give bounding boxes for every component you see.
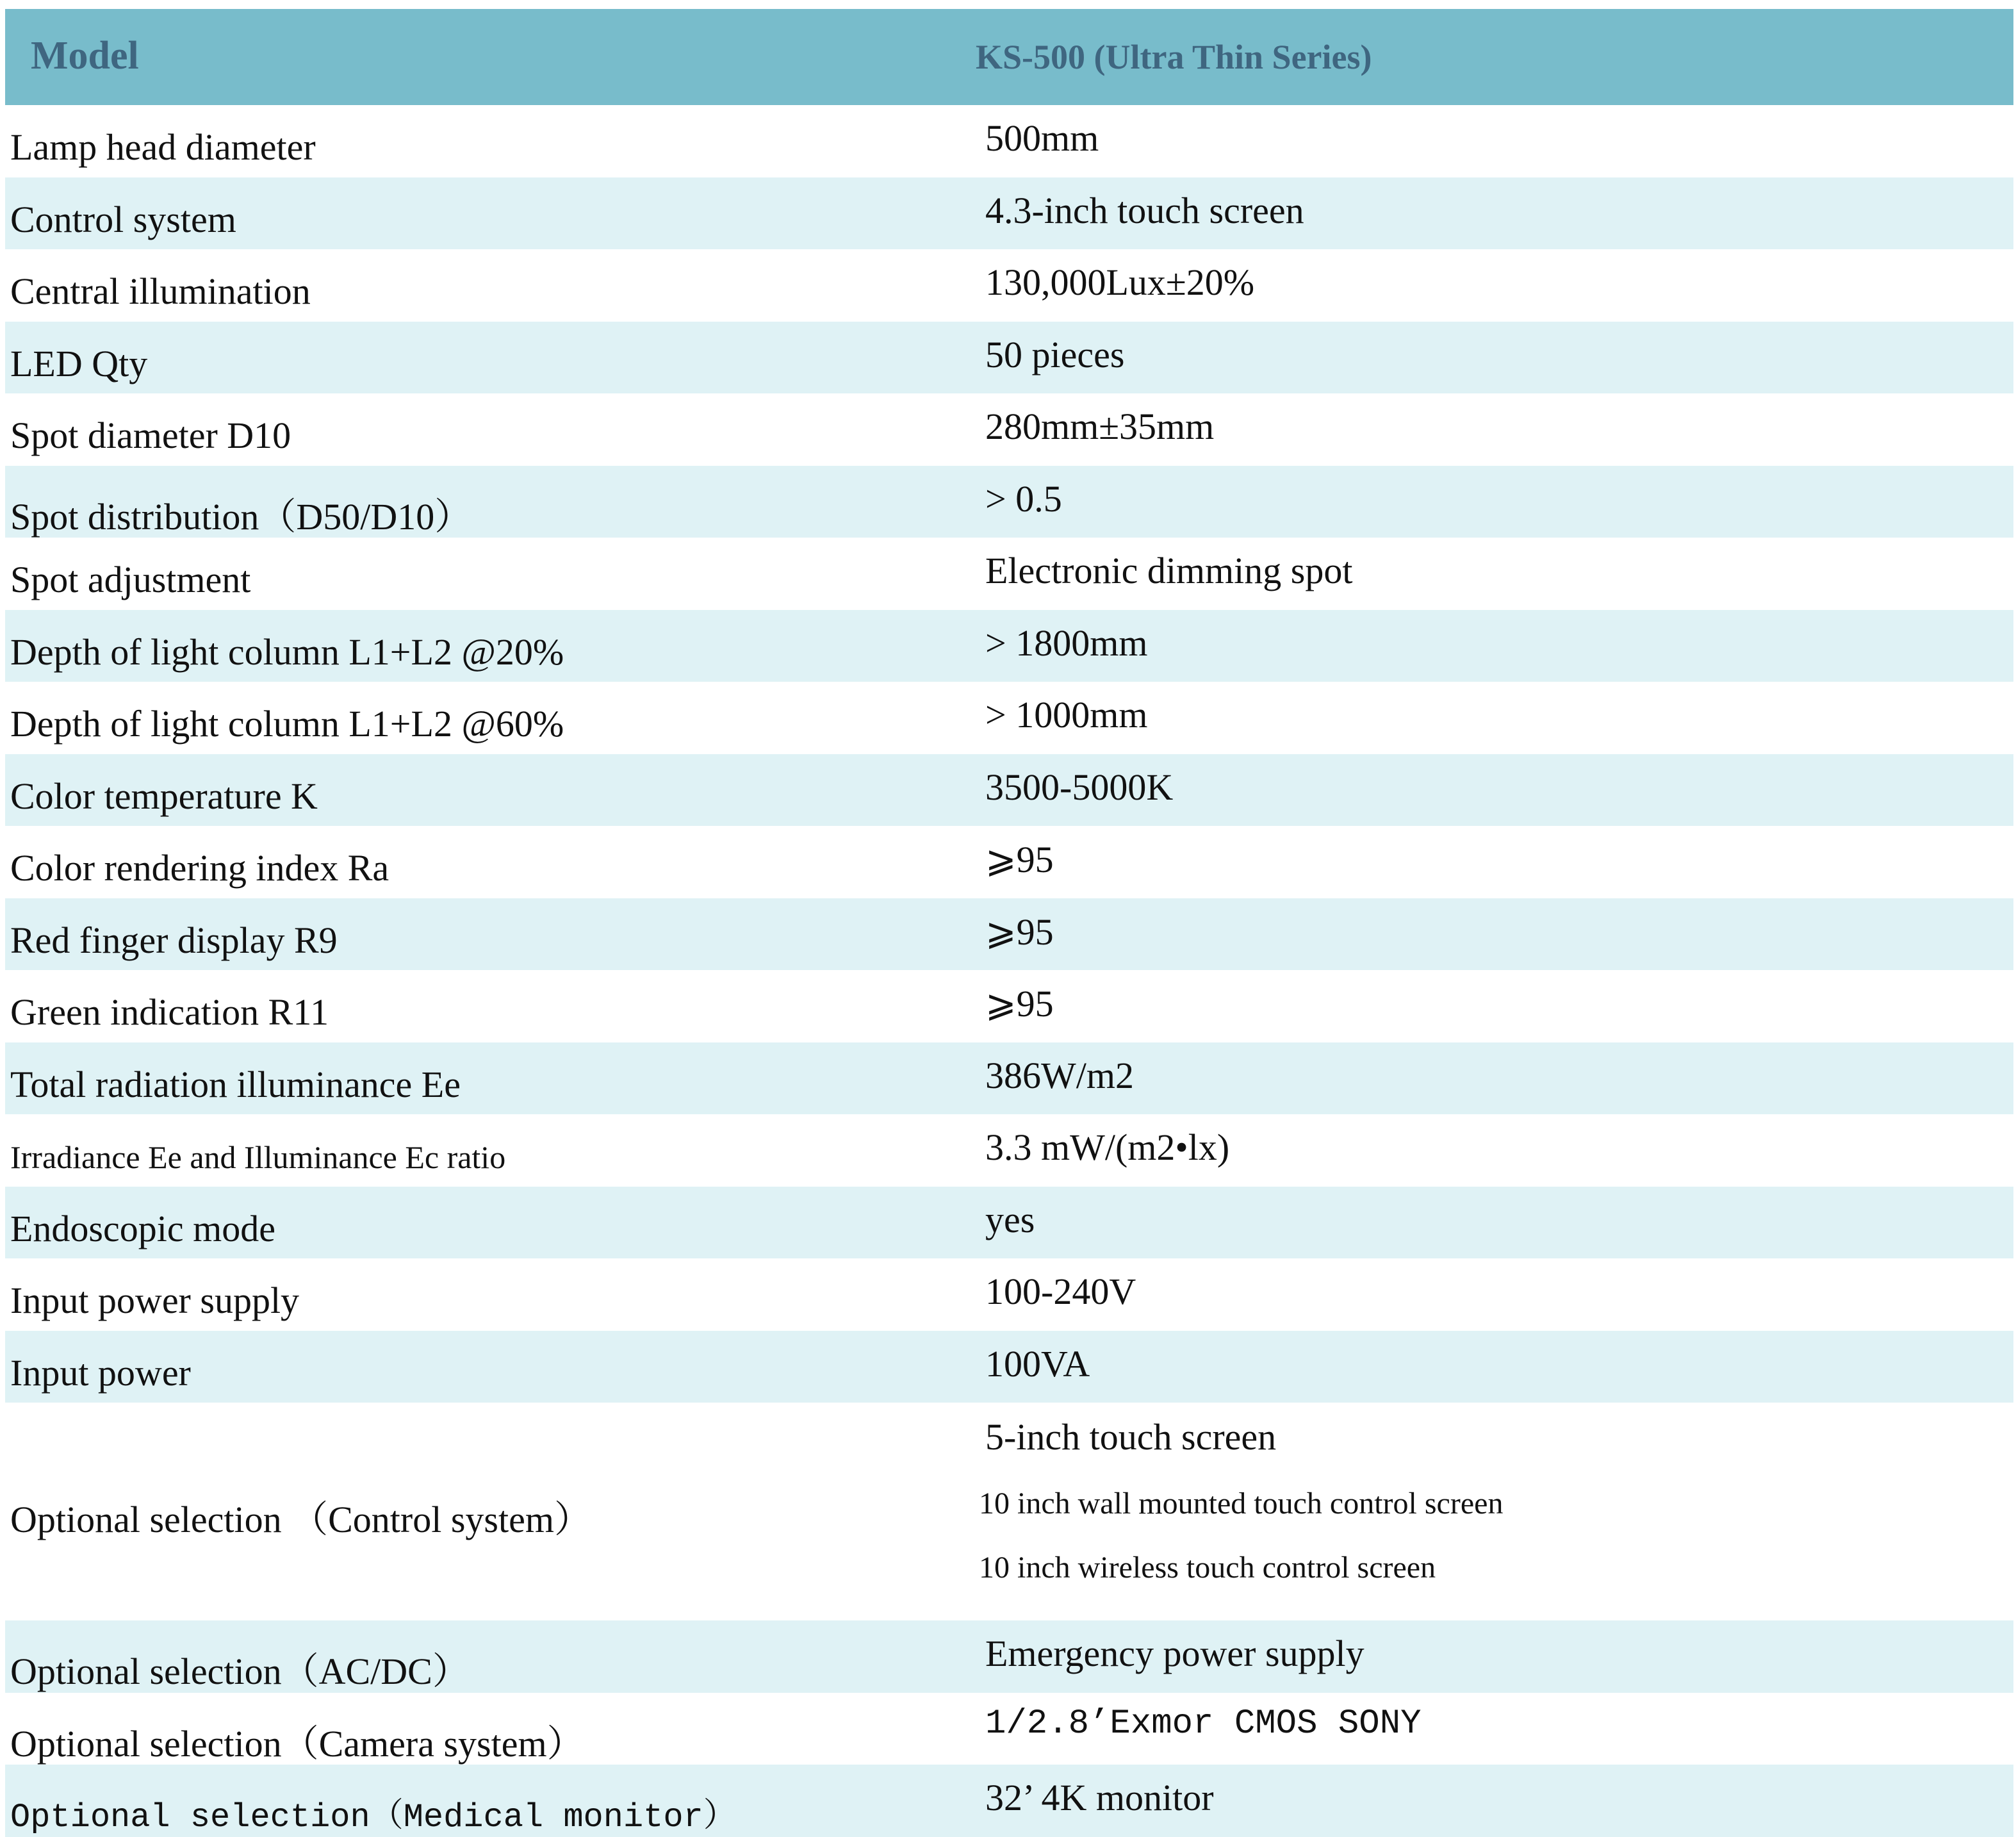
row-value: > 1000mm: [985, 694, 1148, 736]
row-label: Optional selection（Medical monitor）: [10, 1799, 737, 1836]
row-value: > 1800mm: [985, 622, 1148, 664]
row-label: Optional selection（Camera system）: [10, 1722, 584, 1765]
row-value: 100VA: [985, 1342, 1090, 1385]
row-label: Central illumination: [10, 270, 311, 312]
table-row: [5, 1331, 2013, 1403]
table-row: [5, 1765, 2013, 1837]
header-model-name: KS-500 (Ultra Thin Series): [976, 38, 1372, 76]
row-value: ⩾95: [985, 839, 1054, 880]
row-label: Input power: [10, 1351, 191, 1394]
row-value: yes: [985, 1198, 1035, 1240]
table-row: [5, 1042, 2013, 1115]
row-label: Color temperature K: [10, 775, 318, 817]
row-label: Spot diameter D10: [10, 415, 291, 456]
row-value: 3.3 mW/(m2•lx): [985, 1126, 1230, 1168]
table-row: [5, 1258, 2013, 1331]
row-value: 3500-5000K: [985, 766, 1174, 808]
row-value: ⩾95: [985, 910, 1054, 953]
row-label: Green indication R11: [10, 991, 329, 1033]
row-value: 32’ 4K monitor: [985, 1777, 1214, 1818]
table-row: [5, 105, 2013, 177]
spec-table: [5, 9, 2013, 1837]
table-row: [5, 1187, 2013, 1259]
row-label: Red finger display R9: [10, 919, 338, 961]
row-value: 1/2.8’Exmor CMOS SONY: [985, 1704, 1422, 1743]
row-value: 500mm: [985, 117, 1099, 159]
table-row: [5, 754, 2013, 827]
row-label: Lamp head diameter: [10, 126, 316, 168]
row-label: Input power supply: [10, 1280, 300, 1321]
table-row: [5, 610, 2013, 682]
table-row-optional-control: [5, 1403, 2013, 1620]
row-value: 4.3-inch touch screen: [985, 189, 1304, 231]
row-value: Emergency power supply: [985, 1633, 1364, 1674]
option-value: 5-inch touch screen: [985, 1416, 1277, 1458]
row-label: Depth of light column L1+L2 @60%: [10, 703, 564, 745]
table-row: [5, 682, 2013, 754]
table-row: [5, 1693, 2013, 1765]
table-row: [5, 1620, 2013, 1693]
row-value: 280mm±35mm: [985, 406, 1215, 447]
table-row: [5, 393, 2013, 466]
table-row: [5, 322, 2013, 394]
option-value: 10 inch wall mounted touch control screen: [979, 1487, 1504, 1520]
row-value: 100-240V: [985, 1271, 1136, 1312]
header-label: Model: [31, 34, 139, 78]
row-label: Spot distribution（D50/D10）: [10, 495, 472, 538]
row-label: Irradiance Ee and Illuminance Ec ratio: [10, 1139, 506, 1175]
row-value: > 0.5: [985, 477, 1062, 520]
table-row: [5, 970, 2013, 1042]
row-value: 130,000Lux±20%: [985, 261, 1255, 303]
table-row: [5, 249, 2013, 322]
table-row: [5, 826, 2013, 898]
row-label: Optional selection （Control system）: [10, 1499, 591, 1540]
option-value: 10 inch wireless touch control screen: [979, 1551, 1436, 1585]
row-value: Electronic dimming spot: [985, 550, 1353, 591]
row-label: Control system: [10, 198, 236, 240]
row-label: LED Qty: [10, 342, 148, 384]
row-label: Total radiation illuminance Ee: [10, 1063, 461, 1105]
row-value: 50 pieces: [985, 333, 1125, 375]
table-row: [5, 898, 2013, 971]
table-row: [5, 1114, 2013, 1187]
table-row: [5, 538, 2013, 610]
row-value: ⩾95: [985, 983, 1054, 1025]
row-label: Spot adjustment: [10, 559, 251, 600]
row-label: Color rendering index Ra: [10, 847, 389, 889]
table-header: [5, 9, 2013, 105]
row-value: 386W/m2: [985, 1054, 1134, 1096]
row-label: Endoscopic mode: [10, 1207, 275, 1249]
table-row: [5, 177, 2013, 250]
table-row: [5, 466, 2013, 538]
row-label: Optional selection（AC/DC）: [10, 1651, 470, 1692]
row-label: Depth of light column L1+L2 @20%: [10, 630, 564, 673]
